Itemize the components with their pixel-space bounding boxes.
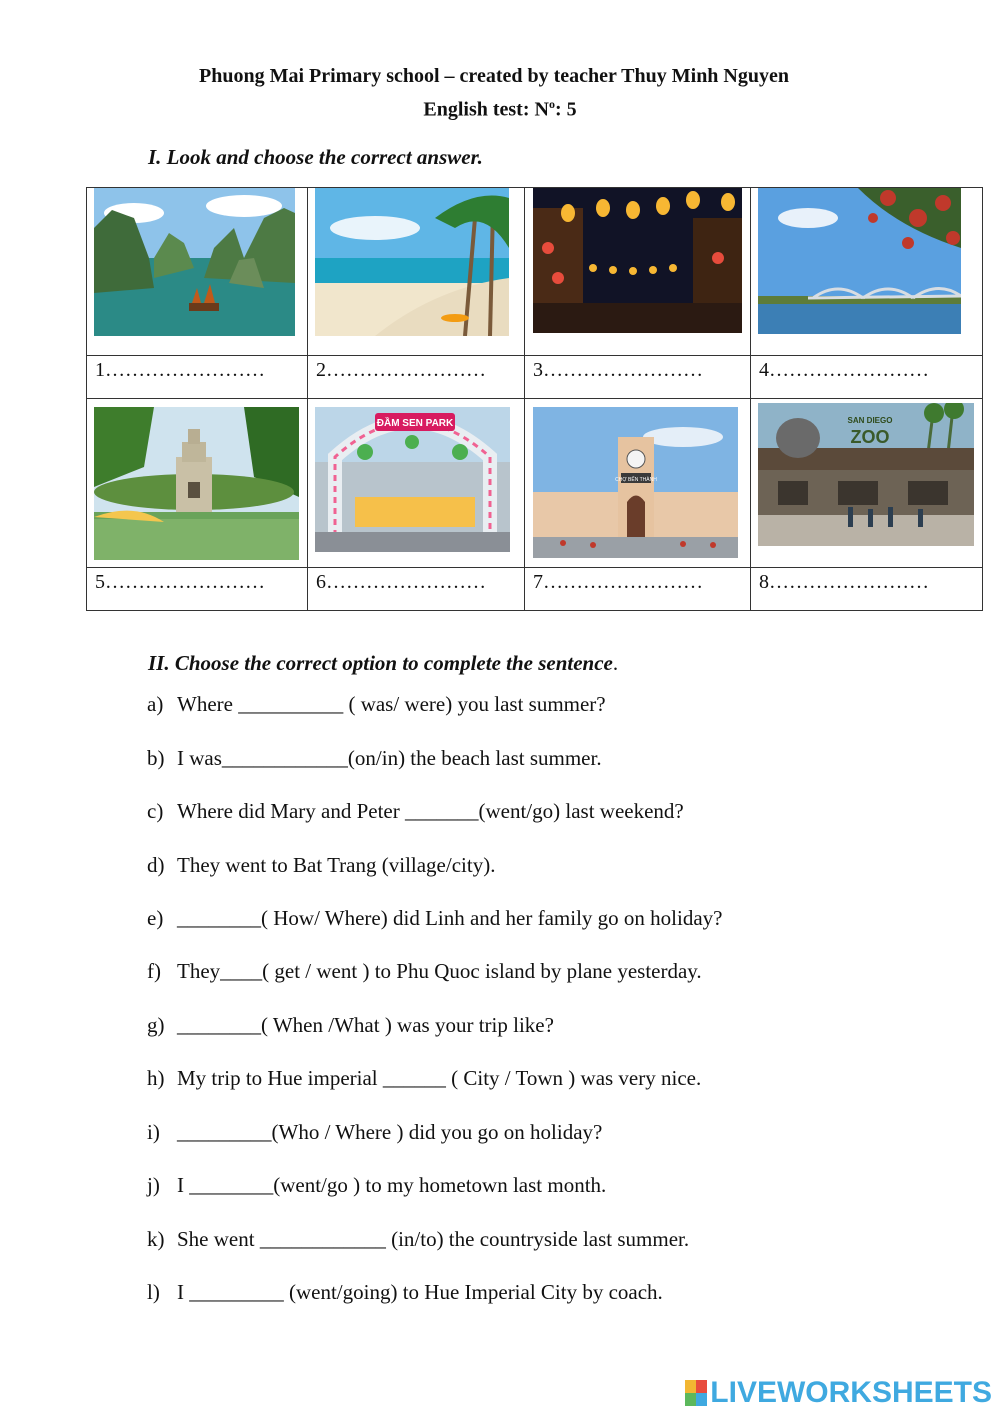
question-c[interactable]: c) Where did Mary and Peter _______(went/go) last weekend? <box>147 799 684 823</box>
liveworksheets-logo-icon <box>685 1380 707 1406</box>
question-d[interactable]: d) They went to Bat Trang (village/city). <box>147 853 496 877</box>
photo-san-diego-zoo <box>758 403 974 546</box>
question-b[interactable]: b) I was____________(on/in) the beach last summer. <box>147 746 602 770</box>
photo-hoi-an-lanterns <box>533 188 742 333</box>
picture-cell-1 <box>87 188 308 356</box>
picture-table <box>86 187 983 611</box>
ben-thanh-sign: CHỢ BẾN THÀNH <box>615 477 657 483</box>
answer-blank-5[interactable]: 5…………………… <box>87 568 308 611</box>
section1-title: I. Look and choose the correct answer. <box>148 145 483 169</box>
photo-dam-sen-park <box>315 407 510 552</box>
answer-blank-8[interactable]: 8…………………… <box>751 568 983 611</box>
question-g[interactable]: g) ________( When /What ) was your trip like? <box>147 1013 554 1037</box>
answer-blank-3[interactable]: 3…………………… <box>525 356 751 399</box>
picture-cell-5 <box>87 399 308 568</box>
picture-cell-2 <box>308 188 525 356</box>
picture-cell-4 <box>751 188 983 356</box>
answer-blank-1[interactable]: 1…………………… <box>87 356 308 399</box>
answer-blank-6[interactable]: 6…………………… <box>308 568 525 611</box>
question-k[interactable]: k) She went ____________ (in/to) the countryside last summer. <box>147 1227 690 1251</box>
picture-cell-3 <box>525 188 751 356</box>
picture-cell-6 <box>308 399 525 568</box>
question-e[interactable]: e) ________( How/ Where) did Linh and her family go on holiday? <box>147 906 723 930</box>
photo-turtle-tower <box>94 407 299 560</box>
photo-ben-thanh-market <box>533 407 738 558</box>
question-j[interactable]: j) I ________(went/go ) to my hometown last month. <box>147 1173 607 1197</box>
zoo-sign: ZOO <box>850 427 890 447</box>
answer-blank-7[interactable]: 7…………………… <box>525 568 751 611</box>
school-title: Phuong Mai Primary school – created by teacher Thuy Minh Nguyen <box>199 65 789 87</box>
photo-beach <box>315 188 509 336</box>
liveworksheets-logo-text: LIVEWORKSHEETS <box>710 1376 992 1409</box>
zoo-sign-top: SAN DIEGO <box>847 416 893 425</box>
photo-trang-tien-bridge <box>758 188 961 334</box>
worksheet-header <box>0 62 1000 124</box>
question-a[interactable]: a) Where __________ ( was/ were) you last summer? <box>147 692 606 716</box>
picture-cell-8 <box>751 399 983 568</box>
answer-blank-2[interactable]: 2…………………… <box>308 356 525 399</box>
question-f[interactable]: f) They____( get / went ) to Phu Quoc island by plane yesterday. <box>147 959 702 983</box>
photo-halong-bay <box>94 188 295 336</box>
section2-title: II. Choose the correct option to complete the sentence. <box>148 651 619 675</box>
liveworksheets-logo[interactable] <box>685 1376 992 1410</box>
question-i[interactable]: i) _________(Who / Where ) did you go on holiday? <box>147 1120 603 1144</box>
dam-sen-sign: ĐẦM SEN PARK <box>376 418 454 429</box>
answer-blank-4[interactable]: 4…………………… <box>751 356 983 399</box>
question-l[interactable]: l) I _________ (went/going) to Hue Imperial City by coach. <box>147 1280 663 1304</box>
picture-cell-7 <box>525 399 751 568</box>
question-h[interactable]: h) My trip to Hue imperial ______ ( City / Town ) was very nice. <box>147 1066 702 1090</box>
test-title: English test: $N^o$: 5 <box>423 97 577 121</box>
